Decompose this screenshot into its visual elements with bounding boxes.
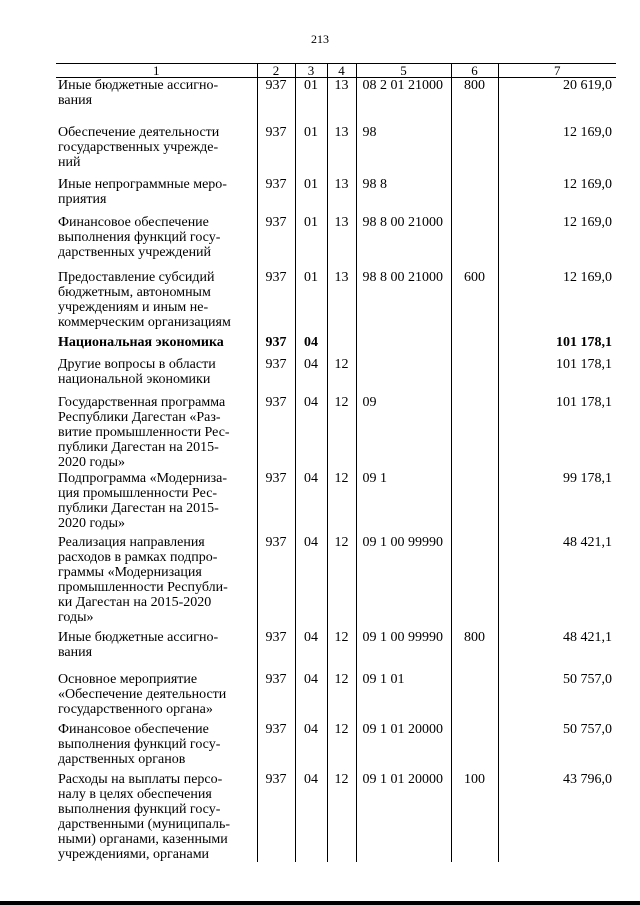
cell-section: 04	[295, 335, 327, 357]
cell-subsection: 13	[327, 78, 356, 125]
cell-amount: 43 796,0	[498, 772, 616, 862]
cell-ministry-code: 937	[257, 630, 295, 672]
cell-expense-type: 100	[451, 772, 498, 862]
cell-name: Расходы на выплаты персо- налу в целях обеспечения выполнения функций госу- дарственными (муниципаль- ными) органами, казенными учреждениями, органами	[58, 771, 231, 862]
cell-section: 04	[295, 630, 327, 672]
cell-subsection: 12	[327, 722, 356, 772]
header-col-5: 5	[356, 64, 451, 78]
cell-target-article: 08 2 01 21000	[356, 78, 451, 125]
cell-target-article	[356, 357, 451, 395]
cell-amount: 50 757,0	[498, 722, 616, 772]
cell-subsection: 13	[327, 270, 356, 335]
table-row	[56, 177, 616, 215]
cell-section: 04	[295, 535, 327, 630]
cell-name: Другие вопросы в области национальной экономики	[58, 356, 216, 387]
header-col-2: 2	[257, 64, 295, 78]
table-row	[56, 78, 616, 125]
cell-ministry-code: 937	[257, 722, 295, 772]
cell-expense-type	[451, 335, 498, 357]
cell-target-article: 98 8	[356, 177, 451, 215]
page-number: 213	[311, 32, 329, 46]
header-col-7: 7	[498, 64, 616, 78]
cell-amount: 101 178,1	[498, 357, 616, 395]
cell-expense-type	[451, 177, 498, 215]
table-row	[56, 357, 616, 395]
header-col-4: 4	[327, 64, 356, 78]
cell-section: 01	[295, 125, 327, 177]
cell-target-article: 09 1 01 20000	[356, 722, 451, 772]
cell-ministry-code: 937	[257, 335, 295, 357]
cell-ministry-code: 937	[257, 125, 295, 177]
cell-ministry-code: 937	[257, 672, 295, 722]
cell-target-article: 09 1 00 99990	[356, 630, 451, 672]
table-row	[56, 395, 616, 471]
cell-section: 01	[295, 270, 327, 335]
cell-expense-type	[451, 672, 498, 722]
cell-name: Обеспечение деятельности государственных учрежде- ний	[58, 124, 220, 170]
cell-name: Предоставление субсидий бюджетным, автономным учреждениям и иным не- коммерческим организациям	[58, 269, 231, 330]
cell-ministry-code: 937	[257, 395, 295, 471]
table-row	[56, 722, 616, 772]
table-row	[56, 335, 616, 357]
cell-amount: 20 619,0	[498, 78, 616, 125]
table-row	[56, 215, 616, 270]
cell-ministry-code: 937	[257, 535, 295, 630]
table-row	[56, 125, 616, 177]
cell-expense-type	[451, 395, 498, 471]
cell-amount: 12 169,0	[498, 125, 616, 177]
cell-target-article: 09 1 00 99990	[356, 535, 451, 630]
cell-name: Реализация направления расходов в рамках подпро- граммы «Модернизация промышленности Республи- ки Дагестан на 2015-2020 годы»	[58, 534, 228, 625]
cell-target-article: 09 1	[356, 471, 451, 535]
cell-ministry-code: 937	[257, 471, 295, 535]
cell-expense-type: 800	[451, 78, 498, 125]
cell-section: 04	[295, 357, 327, 395]
cell-expense-type	[451, 125, 498, 177]
cell-ministry-code: 937	[257, 215, 295, 270]
header-col-1: 1	[56, 64, 257, 78]
cell-expense-type	[451, 535, 498, 630]
cell-target-article: 98 8 00 21000	[356, 270, 451, 335]
cell-amount: 48 421,1	[498, 535, 616, 630]
cell-amount: 99 178,1	[498, 471, 616, 535]
cell-section: 04	[295, 471, 327, 535]
table-row	[56, 772, 616, 862]
cell-subsection: 12	[327, 672, 356, 722]
cell-expense-type: 800	[451, 630, 498, 672]
cell-target-article: 09 1 01 20000	[356, 772, 451, 862]
cell-section: 04	[295, 772, 327, 862]
table-row	[56, 535, 616, 630]
header-col-6: 6	[451, 64, 498, 78]
table-row	[56, 471, 616, 535]
cell-amount: 12 169,0	[498, 177, 616, 215]
cell-expense-type	[451, 215, 498, 270]
cell-amount: 12 169,0	[498, 270, 616, 335]
cell-section: 01	[295, 78, 327, 125]
cell-target-article: 98	[356, 125, 451, 177]
cell-expense-type	[451, 357, 498, 395]
cell-target-article	[356, 335, 451, 357]
cell-amount: 12 169,0	[498, 215, 616, 270]
cell-subsection: 12	[327, 772, 356, 862]
cell-name: Финансовое обеспечение выполнения функций госу- дарственных органов	[58, 721, 221, 767]
cell-section: 04	[295, 722, 327, 772]
cell-amount: 101 178,1	[498, 335, 616, 357]
cell-subsection: 12	[327, 471, 356, 535]
cell-subsection: 13	[327, 177, 356, 215]
cell-ministry-code: 937	[257, 772, 295, 862]
table-row	[56, 672, 616, 722]
table-row	[56, 630, 616, 672]
cell-name: Государственная программа Республики Дагестан «Раз- витие промышленности Рес- публики Дагестан на 2015- 2020 годы»	[58, 394, 230, 470]
cell-name: Иные бюджетные ассигно- вания	[58, 629, 219, 660]
cell-expense-type	[451, 471, 498, 535]
cell-name: Подпрограмма «Модерниза- ция промышленности Рес- публики Дагестан на 2015- 2020 годы»	[58, 470, 228, 531]
cell-amount: 101 178,1	[498, 395, 616, 471]
cell-ministry-code: 937	[257, 78, 295, 125]
cell-name: Национальная экономика	[58, 334, 224, 350]
cell-subsection: 12	[327, 395, 356, 471]
cell-name: Финансовое обеспечение выполнения функций госу- дарственных учреждений	[58, 214, 221, 260]
budget-table	[56, 63, 616, 862]
cell-target-article: 09	[356, 395, 451, 471]
cell-ministry-code: 937	[257, 357, 295, 395]
cell-expense-type: 600	[451, 270, 498, 335]
cell-target-article: 98 8 00 21000	[356, 215, 451, 270]
cell-name: Основное мероприятие «Обеспечение деятельности государственного органа»	[58, 671, 227, 717]
cell-name: Иные непрограммные меро- приятия	[58, 176, 227, 207]
scan-bottom-edge	[0, 901, 640, 905]
cell-amount: 50 757,0	[498, 672, 616, 722]
cell-ministry-code: 937	[257, 177, 295, 215]
table-row	[56, 270, 616, 335]
cell-expense-type	[451, 722, 498, 772]
cell-name: Иные бюджетные ассигно- вания	[58, 78, 219, 108]
cell-section: 01	[295, 177, 327, 215]
cell-subsection: 13	[327, 215, 356, 270]
cell-amount: 48 421,1	[498, 630, 616, 672]
cell-section: 04	[295, 395, 327, 471]
cell-target-article: 09 1 01	[356, 672, 451, 722]
cell-section: 01	[295, 215, 327, 270]
cell-subsection	[327, 335, 356, 357]
cell-subsection: 13	[327, 125, 356, 177]
cell-section: 04	[295, 672, 327, 722]
cell-ministry-code: 937	[257, 270, 295, 335]
cell-subsection: 12	[327, 630, 356, 672]
cell-subsection: 12	[327, 357, 356, 395]
cell-subsection: 12	[327, 535, 356, 630]
header-row	[56, 64, 616, 78]
header-col-3: 3	[295, 64, 327, 78]
